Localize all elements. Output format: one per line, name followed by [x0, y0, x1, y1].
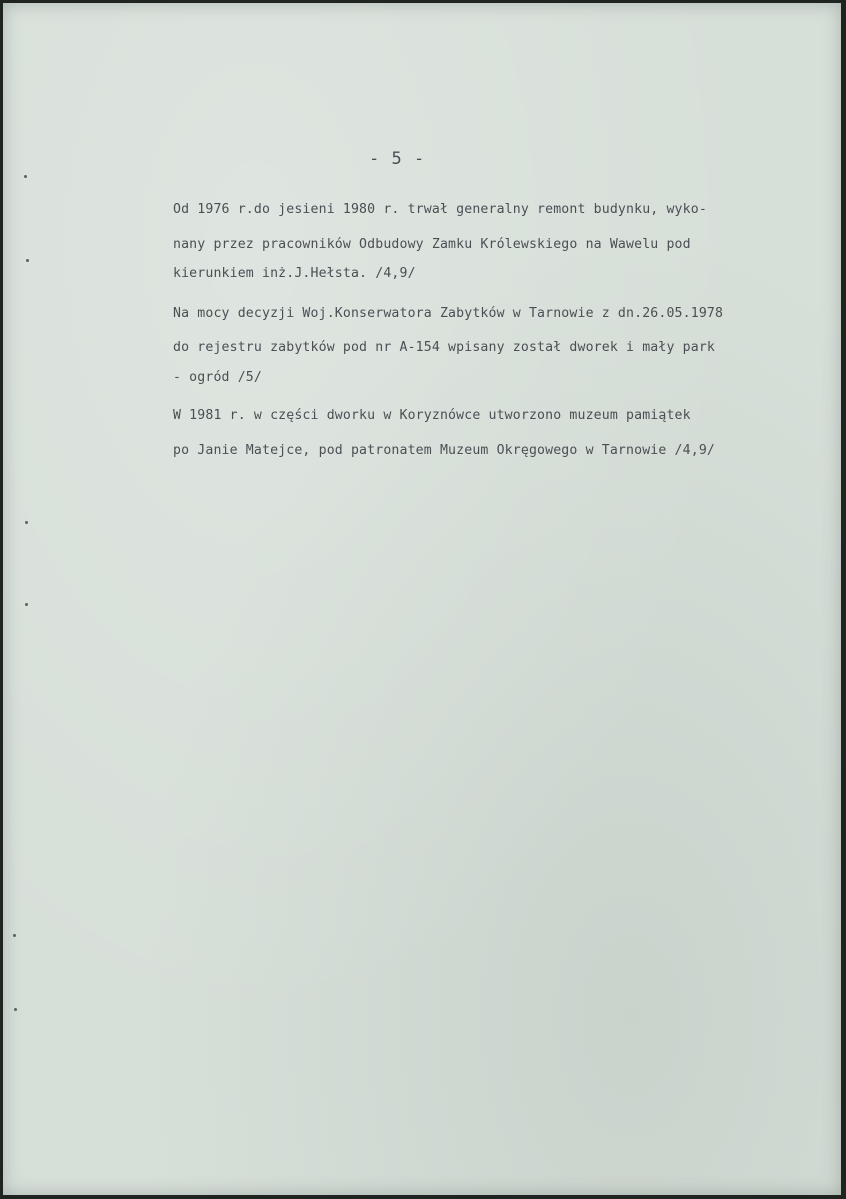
text-line-4: Na mocy decyzji Woj.Konserwatora Zabytków w Tarnowie z dn.26.05.1978: [173, 306, 724, 321]
document-page: [3, 3, 841, 1195]
margin-speck: [13, 934, 16, 937]
text-line-2: nany przez pracowników Odbudowy Zamku Królewskiego na Wawelu pod: [173, 237, 691, 252]
margin-speck: [25, 603, 28, 606]
margin-speck: [24, 175, 27, 178]
text-line-5: do rejestru zabytków pod nr A-154 wpisany został dworek i mały park: [173, 340, 715, 355]
text-line-8: po Janie Matejce, pod patronatem Muzeum Okręgowego w Tarnowie /4,9/: [173, 443, 715, 458]
margin-speck: [14, 1008, 17, 1011]
text-line-7: W 1981 r. w części dworku w Koryznówce utworzono muzeum pamiątek: [173, 408, 691, 423]
text-line-3: kierunkiem inż.J.Hełsta. /4,9/: [173, 266, 416, 281]
text-line-6: - ogród /5/: [173, 370, 262, 385]
margin-speck: [26, 259, 29, 262]
page-number: - 5 -: [369, 149, 426, 169]
text-line-1: Od 1976 r.do jesieni 1980 r. trwał generalny remont budynku, wyko-: [173, 202, 707, 217]
margin-speck: [25, 521, 28, 524]
